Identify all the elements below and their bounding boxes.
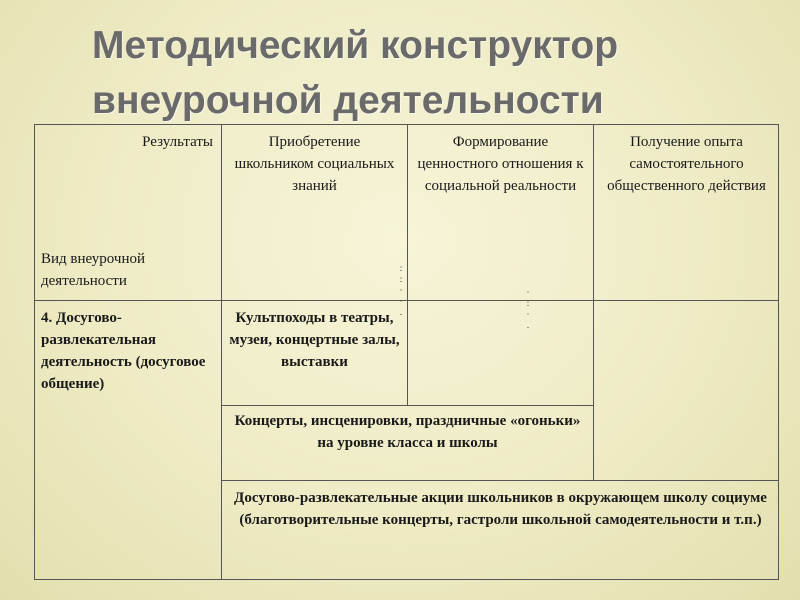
level3-text: Досугово-развлекательные акции школьников в окружающем школу социуме (благотворительные концерты, гастроли школьной самодеятельности и т.п.)	[234, 490, 767, 528]
title-line-2: внеурочной деятельности	[92, 79, 604, 122]
header-col2-text: Формирование ценностного отношения к социальной реальности	[417, 134, 584, 194]
header-corner-cell	[35, 125, 222, 301]
level2-cell	[222, 406, 594, 481]
level1-text: Культпоходы в театры, музеи, концертные залы, выставки	[229, 310, 400, 370]
row-label-text: 4. Досугово-развлекательная деятельность (досуговое общение)	[41, 310, 206, 392]
level2-text: Концерты, инсценировки, праздничные «огоньки» на уровне класса и школы	[234, 413, 581, 451]
level1-cell	[222, 301, 408, 406]
header-col-social-action	[594, 125, 779, 301]
level3-cell	[222, 481, 779, 579]
level1-empty-col2	[408, 301, 594, 406]
row-label-cell	[35, 301, 222, 579]
page-title	[92, 18, 782, 128]
header-results-label: Результаты	[142, 134, 213, 150]
header-col3-text: Получение опыта самостоятельного общественного действия	[607, 134, 766, 194]
header-activity-type-label: Вид внеурочной деятельности	[41, 251, 146, 289]
header-col-social-knowledge	[222, 125, 408, 301]
divider-dots-right: · : · .	[526, 287, 530, 330]
constructor-table	[34, 124, 779, 580]
divider-dots-left: : : · · .	[399, 263, 403, 317]
header-col1-text: Приобретение школьником социальных знаний	[234, 134, 395, 194]
header-col-value-attitude	[408, 125, 594, 301]
title-line-1: Методический конструктор	[92, 24, 619, 67]
level1-empty-col3	[594, 301, 779, 481]
